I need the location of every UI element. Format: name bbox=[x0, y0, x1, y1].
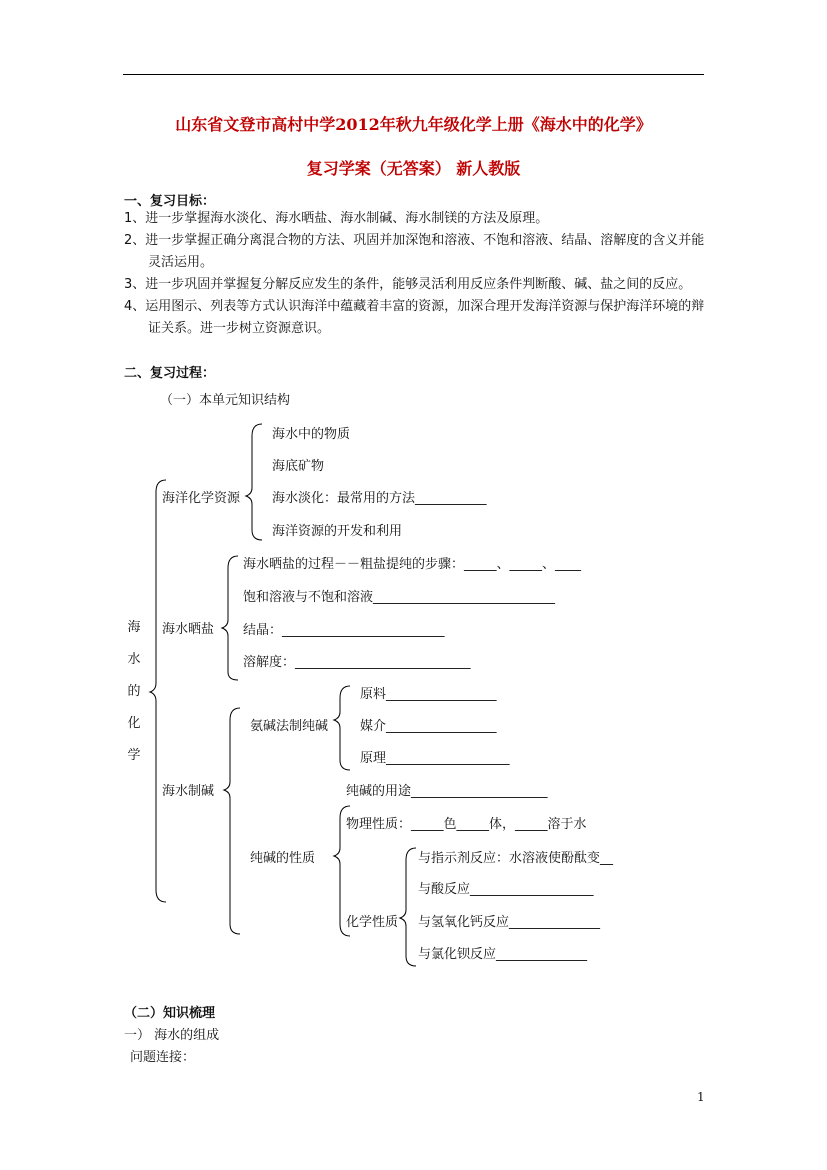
ammonia-soda-label: 氨碱法制纯碱 bbox=[250, 719, 329, 734]
goal-item-4: 4、运用图示、列表等方式认识海洋中蕴藏着丰富的资源，加深合理开发海洋资源与保护海洋环境的辩证关系。进一步树立资源意识。 bbox=[124, 299, 705, 336]
ocean-item-2: 海底矿物 bbox=[272, 459, 325, 474]
salt-item-3: 结晶：_________________________ bbox=[243, 623, 445, 638]
page-title-line2: 复习学案（无答案） 新人教版 bbox=[306, 159, 521, 178]
chem-item-acid: 与酸反应___________________ bbox=[418, 882, 594, 897]
salt-item-4: 溶解度：___________________________ bbox=[243, 655, 471, 670]
root-label-vertical bbox=[126, 612, 142, 772]
ammonia-item-raw: 原料_________________ bbox=[360, 687, 497, 702]
soda-uses: 纯碱的用途_____________________ bbox=[346, 784, 548, 799]
branch-soda-label: 海水制碱 bbox=[162, 784, 215, 799]
salt-item-2: 饱和溶液与不饱和溶液____________________________ bbox=[243, 590, 556, 605]
salt-item-1: 海水晒盐的过程－－粗盐提纯的步骤：_____、_____、____ bbox=[243, 557, 582, 572]
ocean-item-4: 海洋资源的开发和利用 bbox=[272, 524, 403, 539]
ammonia-item-medium: 媒介_________________ bbox=[360, 719, 497, 734]
chemical-properties-label: 化学性质 bbox=[346, 915, 399, 930]
soda-properties-label: 纯碱的性质 bbox=[250, 851, 316, 866]
goal-item-1: 1、进一步掌握海水淡化、海水晒盐、海水制碱、海水制镁的方法及原理。 bbox=[124, 211, 549, 226]
chem-item-barium-chloride: 与氯化钡反应______________ bbox=[418, 947, 588, 962]
ocean-item-3: 海水淡化：最常用的方法___________ bbox=[272, 491, 487, 506]
question-link-label: 问题连接： bbox=[130, 1050, 196, 1065]
goal-item-3: 3、进一步巩固并掌握复分解反应发生的条件，能够灵活利用反应条件判断酸、碱、盐之间的反应。 bbox=[124, 277, 692, 292]
page-number: 1 bbox=[697, 1090, 705, 1104]
chem-item-indicator: 与指示剂反应：水溶液使酚酞变__ bbox=[418, 851, 614, 866]
ocean-item-1: 海水中的物质 bbox=[272, 427, 351, 442]
root-label-char: 化 bbox=[127, 716, 141, 731]
root-label-char: 水 bbox=[127, 652, 141, 667]
structure-subheading: （一）本单元知识结构 bbox=[160, 393, 291, 408]
page-title-line1: 山东省文登市高村中学2012年秋九年级化学上册《海水中的化学》 bbox=[175, 115, 652, 134]
branch-ocean-resources-label: 海洋化学资源 bbox=[162, 491, 241, 506]
goals-heading: 一、复习目标： bbox=[124, 194, 216, 209]
ammonia-item-principle: 原理___________________ bbox=[360, 751, 510, 766]
root-label-char: 海 bbox=[127, 620, 141, 635]
knowledge-sorting-heading: （二）知识梳理 bbox=[124, 1006, 216, 1021]
physical-properties: 物理性质：_____色_____体，_____溶于水 bbox=[346, 817, 587, 832]
branch-salt-label: 海水晒盐 bbox=[162, 622, 215, 637]
root-label-char: 的 bbox=[127, 684, 141, 699]
process-heading: 二、复习过程： bbox=[124, 366, 216, 381]
root-label-char: 学 bbox=[127, 748, 141, 763]
seawater-composition-item: 一） 海水的组成 bbox=[124, 1028, 220, 1043]
goal-item-2: 2、进一步掌握正确分离混合物的方法、巩固并加深饱和溶液、不饱和溶液、结晶、溶解度的含义并能灵活运用。 bbox=[124, 233, 705, 270]
chem-item-calcium-hydroxide: 与氢氧化钙反应______________ bbox=[418, 915, 601, 930]
